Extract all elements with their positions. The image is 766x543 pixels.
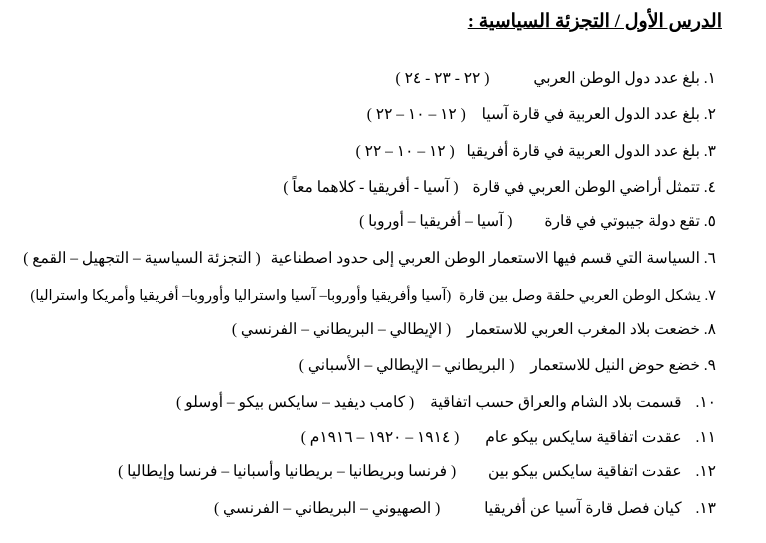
question-number: ٤.	[703, 179, 716, 196]
question-number: ١٢.	[695, 463, 716, 480]
question-stem: بلغ عدد دول الوطن العربي	[533, 70, 700, 87]
question-item	[30, 284, 716, 308]
question-number: ٨.	[703, 321, 716, 338]
question-item	[283, 176, 716, 200]
question-stem: تقع دولة جيبوتي في قارة	[544, 213, 700, 230]
question-stem: عقدت اتفاقية سايكس بيكو عام	[485, 429, 682, 446]
question-number: ١.	[703, 70, 716, 87]
question-item	[214, 497, 716, 521]
question-options: ( آسيا - أفريقيا - كلاهما معاً )	[283, 179, 459, 196]
question-stem: يشكل الوطن العربي حلقة وصل بين قارة	[458, 288, 701, 304]
page-title: الدرس الأول / التجزئة السياسية :	[467, 11, 722, 32]
question-number: ٥.	[703, 213, 716, 230]
question-item	[232, 318, 716, 342]
question-stem: كيان فصل قارة آسيا عن أفريقيا	[484, 500, 682, 517]
question-item	[359, 210, 716, 234]
question-stem: خضعت بلاد المغرب العربي للاستعمار	[467, 321, 700, 338]
question-stem: السياسة التي قسم فيها الاستعمار الوطن العربي إلى حدود اصطناعية	[270, 250, 700, 267]
question-stem: بلغ عدد الدول العربية في قارة آسيا	[481, 106, 700, 123]
question-stem: بلغ عدد الدول العربية في قارة أفريقيا	[466, 143, 700, 160]
question-stem: تتمثل أراضي الوطن العربي في قارة	[472, 179, 700, 196]
question-options: (آسيا وأفريقيا وأوروبا– آسيا واستراليا وأوروبا– أفريقيا وأمريكا واستراليا)	[30, 288, 452, 304]
question-options: ( آسيا – أفريقيا – أوروبا )	[359, 213, 513, 230]
question-item	[23, 247, 716, 271]
question-item	[301, 426, 716, 450]
question-item	[118, 460, 716, 484]
question-item	[367, 103, 716, 127]
question-number: ٧.	[704, 288, 716, 304]
question-options: ( ٢٢ - ٢٣ - ٢٤ )	[395, 70, 490, 87]
question-number: ٣.	[703, 143, 716, 160]
question-options: ( التجزئة السياسية – التجهيل – القمع )	[23, 250, 261, 267]
question-options: ( الصهيوني – البريطاني – الفرنسي )	[213, 500, 441, 517]
question-number: ١١.	[695, 429, 716, 446]
question-stem: عقدت اتفاقية سايكس بيكو بين	[488, 463, 682, 480]
question-item	[356, 140, 716, 164]
question-number: ٦.	[703, 250, 716, 267]
question-number: ١٠.	[695, 394, 716, 411]
question-item	[299, 354, 716, 378]
question-item	[396, 67, 716, 91]
question-options: ( ١٢ – ١٠ – ٢٢ )	[355, 143, 455, 160]
question-stem: خضع حوض النيل للاستعمار	[530, 357, 700, 374]
question-options: ( كامب ديفيد – سايكس بيكو – أوسلو )	[176, 394, 415, 411]
question-stem: قسمت بلاد الشام والعراق حسب اتفاقية	[430, 394, 682, 411]
question-options: ( الإيطالي – البريطاني – الفرنسي )	[231, 321, 452, 338]
question-options: ( ١٢ – ١٠ – ٢٢ )	[366, 106, 466, 123]
question-item	[176, 391, 716, 415]
question-options: ( البريطاني – الإيطالي – الأسباني )	[298, 357, 515, 374]
question-number: ٩.	[703, 357, 716, 374]
question-number: ١٣.	[695, 500, 716, 517]
question-number: ٢.	[703, 106, 716, 123]
question-options: ( ١٩١٤ – ١٩٢٠ – ١٩١٦م )	[300, 429, 460, 446]
question-options: ( فرنسا وبريطانيا – بريطانيا وأسبانيا – فرنسا وإيطاليا )	[118, 463, 457, 480]
